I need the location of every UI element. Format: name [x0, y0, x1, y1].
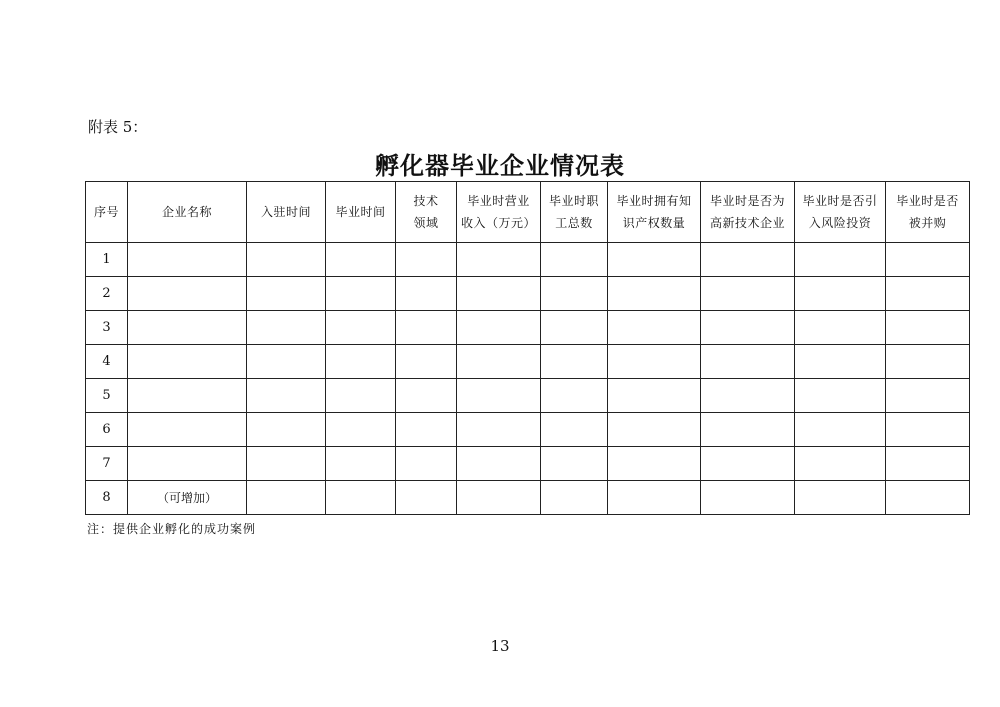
empty-cell [457, 345, 541, 379]
empty-cell [795, 311, 886, 345]
empty-cell [886, 481, 970, 515]
row-number-cell: 5 [86, 379, 128, 413]
empty-cell [608, 345, 701, 379]
empty-cell [541, 311, 608, 345]
empty-cell [541, 243, 608, 277]
empty-cell [541, 481, 608, 515]
empty-cell [795, 277, 886, 311]
empty-cell [326, 481, 396, 515]
empty-cell [795, 447, 886, 481]
empty-cell [247, 277, 326, 311]
row-number-cell: 4 [86, 345, 128, 379]
empty-cell [608, 481, 701, 515]
empty-cell [457, 311, 541, 345]
table-row [86, 243, 970, 277]
empty-cell [457, 277, 541, 311]
empty-cell [608, 447, 701, 481]
table-header-row [86, 182, 970, 243]
column-header-text: 毕业时职 [548, 194, 599, 208]
column-header-text: 企业名称 [161, 205, 212, 219]
column-header-text: 收入（万元） [460, 216, 536, 230]
column-header-text: 高新技术企业 [709, 216, 785, 230]
empty-cell [608, 277, 701, 311]
company-name-cell [128, 277, 247, 311]
empty-cell [886, 243, 970, 277]
empty-cell [886, 345, 970, 379]
row-number-cell: 3 [86, 311, 128, 345]
empty-cell [326, 243, 396, 277]
empty-cell [457, 243, 541, 277]
row-number-cell: 1 [86, 243, 128, 277]
column-header [86, 182, 128, 243]
column-header [886, 182, 970, 243]
column-header-text: 毕业时间 [335, 205, 386, 219]
row-number-cell: 6 [86, 413, 128, 447]
empty-cell [326, 277, 396, 311]
table-row [86, 277, 970, 311]
column-header-text: 入驻时间 [260, 205, 311, 219]
column-header-text: 毕业时是否为 [709, 194, 785, 208]
company-name-cell [128, 311, 247, 345]
empty-cell [457, 447, 541, 481]
column-header-text: 毕业时是否 [896, 194, 959, 208]
empty-cell [396, 345, 457, 379]
row-number-cell: 7 [86, 447, 128, 481]
column-header [128, 182, 247, 243]
column-header [326, 182, 396, 243]
empty-cell [701, 379, 795, 413]
empty-cell [701, 243, 795, 277]
empty-cell [608, 379, 701, 413]
column-header [795, 182, 886, 243]
column-header-text: 被并购 [908, 216, 947, 230]
table-row [86, 481, 970, 515]
empty-cell [396, 447, 457, 481]
graduated-companies-table [85, 181, 970, 515]
page-title: 孵化器毕业企业情况表 [375, 152, 625, 180]
empty-cell [247, 311, 326, 345]
empty-cell [608, 243, 701, 277]
empty-cell [326, 413, 396, 447]
column-header-text: 领域 [413, 216, 439, 230]
empty-cell [457, 413, 541, 447]
company-name-cell [128, 379, 247, 413]
empty-cell [247, 379, 326, 413]
empty-cell [795, 413, 886, 447]
empty-cell [326, 447, 396, 481]
empty-cell [541, 447, 608, 481]
empty-cell [541, 277, 608, 311]
empty-cell [541, 413, 608, 447]
empty-cell [396, 379, 457, 413]
empty-cell [701, 345, 795, 379]
column-header-text: 入风险投资 [808, 216, 872, 230]
company-name-cell [128, 413, 247, 447]
table-row [86, 447, 970, 481]
table-body [86, 243, 970, 515]
empty-cell [701, 447, 795, 481]
empty-cell [396, 243, 457, 277]
column-header [541, 182, 608, 243]
empty-cell [608, 311, 701, 345]
column-header-text: 识产权数量 [622, 216, 686, 230]
empty-cell [608, 413, 701, 447]
appendix-label: 附表 5： [88, 118, 148, 136]
column-header [247, 182, 326, 243]
table-row [86, 345, 970, 379]
column-header [608, 182, 701, 243]
empty-cell [396, 311, 457, 345]
empty-cell [326, 311, 396, 345]
empty-cell [326, 345, 396, 379]
page-number: 13 [490, 637, 510, 655]
empty-cell [701, 311, 795, 345]
company-name-cell [128, 345, 247, 379]
empty-cell [701, 413, 795, 447]
column-header-text: 技术 [413, 194, 439, 208]
empty-cell [247, 447, 326, 481]
empty-cell [457, 379, 541, 413]
column-header-text: 毕业时拥有知 [616, 194, 692, 208]
column-header-text: 毕业时是否引 [802, 194, 878, 208]
empty-cell [457, 481, 541, 515]
empty-cell [795, 379, 886, 413]
table-row [86, 311, 970, 345]
empty-cell [247, 243, 326, 277]
footnote: 注：提供企业孵化的成功案例 [87, 522, 257, 536]
column-header-text: 序号 [93, 205, 119, 219]
empty-cell [795, 243, 886, 277]
column-header [457, 182, 541, 243]
empty-cell [247, 413, 326, 447]
company-name-cell [128, 243, 247, 277]
empty-cell [886, 413, 970, 447]
column-header [701, 182, 795, 243]
empty-cell [247, 481, 326, 515]
empty-cell [326, 379, 396, 413]
empty-cell [886, 311, 970, 345]
column-header-text: 毕业时营业 [467, 194, 530, 208]
empty-cell [701, 277, 795, 311]
table-row [86, 379, 970, 413]
column-header-text: 工总数 [555, 216, 593, 230]
empty-cell [886, 277, 970, 311]
company-name-cell [128, 447, 247, 481]
row-number-cell: 8 [86, 481, 128, 515]
empty-cell [396, 481, 457, 515]
empty-cell [247, 345, 326, 379]
empty-cell [795, 345, 886, 379]
table-row [86, 413, 970, 447]
row-number-cell: 2 [86, 277, 128, 311]
empty-cell [541, 379, 608, 413]
empty-cell [795, 481, 886, 515]
company-name-cell: （可增加） [128, 481, 247, 515]
column-header [396, 182, 457, 243]
empty-cell [396, 413, 457, 447]
empty-cell [541, 345, 608, 379]
empty-cell [396, 277, 457, 311]
empty-cell [886, 447, 970, 481]
empty-cell [886, 379, 970, 413]
empty-cell [701, 481, 795, 515]
